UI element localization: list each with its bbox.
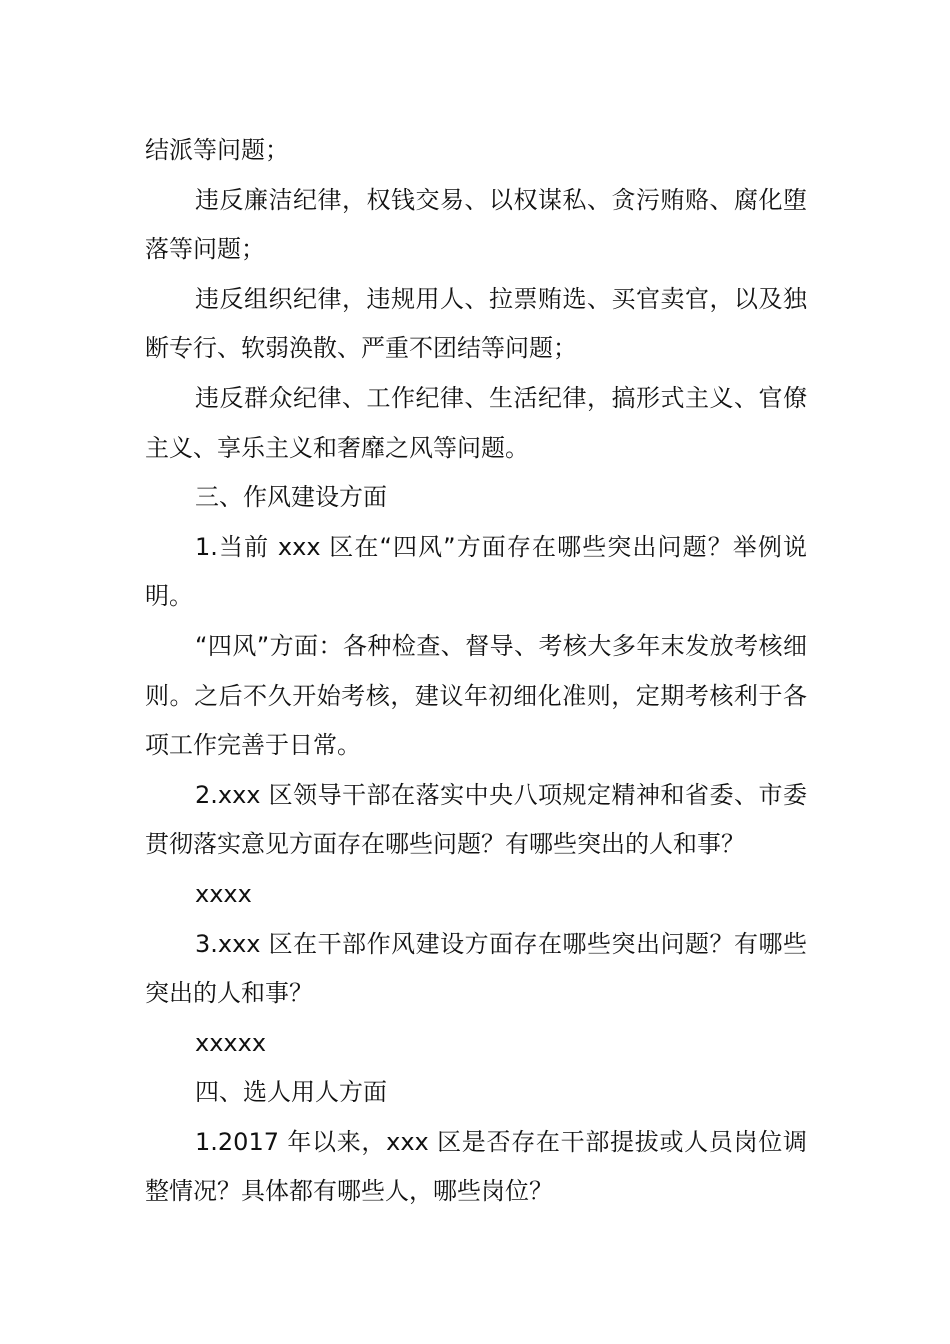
section-heading-personnel: 四、选人用人方面 xyxy=(195,1078,387,1107)
question-2-eight-regulations: 2.xxx 区领导干部在落实中央八项规定精神和省委、市委贯彻落实意见方面存在哪些问题？有哪些突出的人和事？ xyxy=(145,780,807,859)
document-body xyxy=(145,126,807,1217)
answer-2: xxxx xyxy=(195,879,252,908)
paragraph-organization-discipline: 违反组织纪律，违规用人、拉票贿选、买官卖官，以及独断专行、软弱涣散、严重不团结等问题； xyxy=(145,284,807,363)
answer-1-four-winds: “四风”方面：各种检查、督导、考核大多年末发放考核细则。之后不久开始考核，建议年初细化准则，定期考核利于各项工作完善于日常。 xyxy=(145,631,807,760)
paragraph-integrity-discipline: 违反廉洁纪律，权钱交易、以权谋私、贪污贿赂、腐化堕落等问题； xyxy=(145,185,807,264)
paragraph-mass-discipline: 违反群众纪律、工作纪律、生活纪律，搞形式主义、官僚主义、享乐主义和奢靡之风等问题。 xyxy=(145,383,807,462)
answer-3: xxxxx xyxy=(195,1028,267,1057)
question-1-four-winds: 1.当前 xxx 区在“四风”方面存在哪些突出问题？举例说明。 xyxy=(145,532,807,611)
question-1-promotions: 1.2017 年以来，xxx 区是否存在干部提拔或人员岗位调整情况？具体都有哪些人，哪些岗位？ xyxy=(145,1127,807,1206)
paragraph-continuation: 结派等问题； xyxy=(145,136,289,164)
question-3-cadre-work-style: 3.xxx 区在干部作风建设方面存在哪些突出问题？有哪些突出的人和事？ xyxy=(145,929,807,1008)
section-heading-work-style: 三、作风建设方面 xyxy=(195,483,387,512)
